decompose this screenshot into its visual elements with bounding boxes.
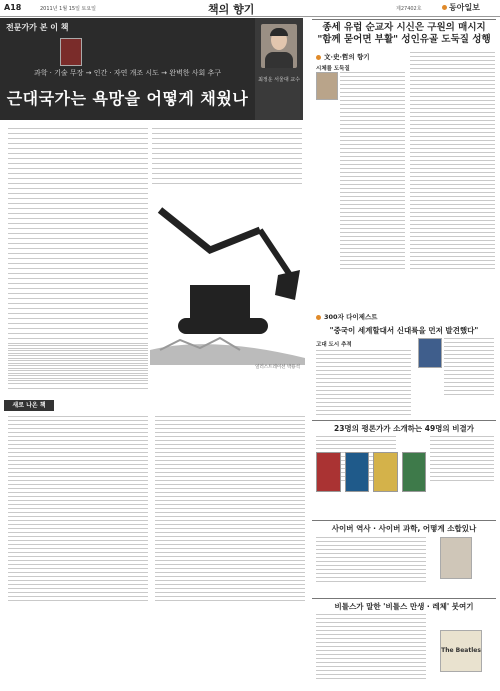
- new-books-title: 새로 나온 책: [4, 400, 54, 411]
- cyber-text: [316, 537, 426, 585]
- digest-headline: "중국이 세계할대서 신대륙을 먼저 발견했다": [329, 326, 479, 335]
- new-books-column-2: [155, 416, 305, 604]
- tag-300-digest: 300자 다이제스트: [316, 312, 378, 321]
- right-article-col-1: [340, 72, 405, 272]
- right-top-rule: [312, 19, 496, 20]
- cyber-headline: 사이버 역사 · 사이버 과학, 어떻게 소합있나: [331, 524, 477, 533]
- newspaper-logo: 동아일보: [442, 2, 480, 13]
- beatles-headline: 비틀스가 말한 '비틀스 만생 · 레체' 붓여기: [334, 602, 474, 611]
- feature-subtitle: 과학 · 기술 무장 → 인간 · 자연 개조 시도 → 완벽한 사회 추구: [33, 69, 222, 77]
- book-cover-row: [316, 452, 426, 492]
- right-headline: 종세 유럽 순교자 시신은 구원의 매시지 "함께 묻어면 부활" 성인유골 도둑질 성행: [317, 22, 491, 45]
- page-number: A18: [4, 3, 22, 12]
- feature-header: [0, 18, 255, 120]
- issue-date: 2011년 1월 15일 토요일: [40, 6, 97, 12]
- digest-col-1: [316, 350, 411, 418]
- book-thumbnail-3: [440, 537, 472, 579]
- book-cover-beatles: The Beatles: [440, 630, 482, 672]
- new-books-column-1: [8, 416, 148, 604]
- article-column-2: [152, 128, 302, 188]
- illustration-caption: 일러스트레이션 박용석: [255, 365, 300, 370]
- digest-col-2: [444, 338, 494, 398]
- feature-headline: 근대국가는 욕망을 어떻게 채웠나: [6, 89, 249, 108]
- beatles-text: [316, 614, 426, 682]
- rule-2: [312, 420, 496, 421]
- writer-box: [255, 18, 303, 120]
- article-column-1-lower: [8, 345, 148, 385]
- excavator-illustration: [150, 190, 305, 365]
- book-thumbnail-1: [316, 72, 338, 100]
- masthead: [0, 0, 500, 17]
- writer-name: 최정운 서울대 교수: [258, 77, 300, 83]
- rule-3: [312, 520, 496, 521]
- book-cover-thumbnail: [60, 38, 82, 66]
- right-article-col-2: [410, 52, 495, 272]
- feature-kicker: 전문가가 본 이 책: [6, 23, 69, 32]
- logo-dot-icon: [442, 5, 447, 10]
- rule-4: [312, 598, 496, 599]
- book-title-1: 시체를 도둑질: [316, 66, 350, 72]
- critics-text-2: [430, 436, 494, 484]
- section-title: 책의 향기: [208, 3, 255, 16]
- book-thumbnail-2: [418, 338, 442, 368]
- edition-number: 제27402호: [396, 6, 422, 12]
- tag-literature-history-philosophy: 文·史·哲의 향기: [316, 52, 370, 61]
- book-title-2: 고대 도시 추적: [316, 342, 352, 348]
- writer-portrait: [261, 24, 297, 68]
- critics-headline: 23명의 평론가가 소개하는 49명의 비결가: [334, 424, 474, 433]
